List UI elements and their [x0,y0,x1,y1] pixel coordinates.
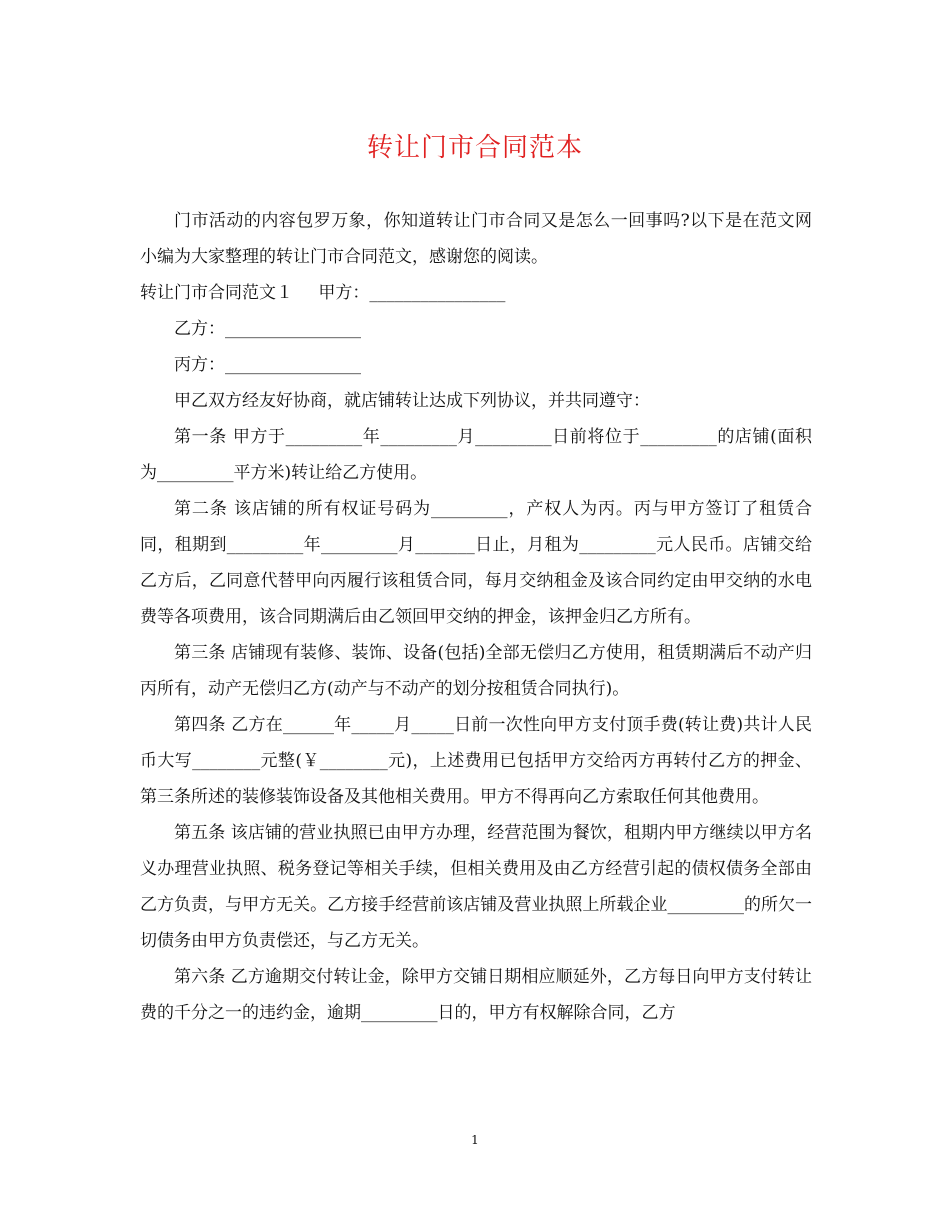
party-b-line: 乙方：________________ [174,319,361,339]
contract-header-party-a: 转让门市合同范文１ 甲方：________________ [140,283,506,303]
article-6: 第六条 乙方逾期交付转让金，除甲方交铺日期相应顺延外，乙方每日向甲方支付转让费的千分之一的违约金，逾期_________日的，甲方有权解除合同，乙方 [140,967,812,1023]
page-title: 转让门市合同范本 [366,133,583,163]
article-3: 第三条 店铺现有装修、装饰、设备(包括)全部无偿归乙方使用，租赁期满后不动产归丙所有，动产无偿归乙方(动产与不动产的划分按租赁合同执行)。 [140,643,812,699]
document-body [140,203,812,1031]
article-5: 第五条 该店铺的营业执照已由甲方办理，经营范围为餐饮，租期内甲方继续以甲方名义办理营业执照、税务登记等相关手续，但相关费用及由乙方经营引起的债权债务全部由乙方负责，与甲方无关。乙方接手经营前该店铺及营业执照上所载企业_________的所欠一切债务由甲方负责偿还，与乙方无关。 [140,823,812,951]
agreement-preamble: 甲乙双方经友好协商，就店铺转让达成下列协议，并共同遵守： [174,391,650,411]
article-1: 第一条 甲方于_________年_________月_________日前将位于_________的店铺(面积为_________平方米)转让给乙方使用。 [140,427,812,483]
party-c-line: 丙方：________________ [174,355,361,375]
article-2: 第二条 该店铺的所有权证号码为_________，产权人为丙。丙与甲方签订了租赁合同，租期到_________年_________月_______日止，月租为_________元人民币。店铺交给乙方后，乙同意代替甲向丙履行该租赁合同，每月交纳租金及该合同约定由甲交纳的水电费等各项费用，该合同期满后由乙领回甲交纳的押金，该押金归乙方所有。 [140,499,812,627]
article-4: 第四条 乙方在______年_____月_____日前一次性向甲方支付顶手费(转让费)共计人民币大写________元整(￥________元)，上述费用已包括甲方交给丙方再转付乙方的押金、第三条所述的装修装饰设备及其他相关费用。甲方不得再向乙方索取任何其他费用。 [140,715,812,807]
page-number: 1 [471,1133,479,1147]
intro-paragraph: 门市活动的内容包罗万象，你知道转让门市合同又是怎么一回事吗?以下是在范文网小编为大家整理的转让门市合同范文，感谢您的阅读。 [140,211,812,267]
